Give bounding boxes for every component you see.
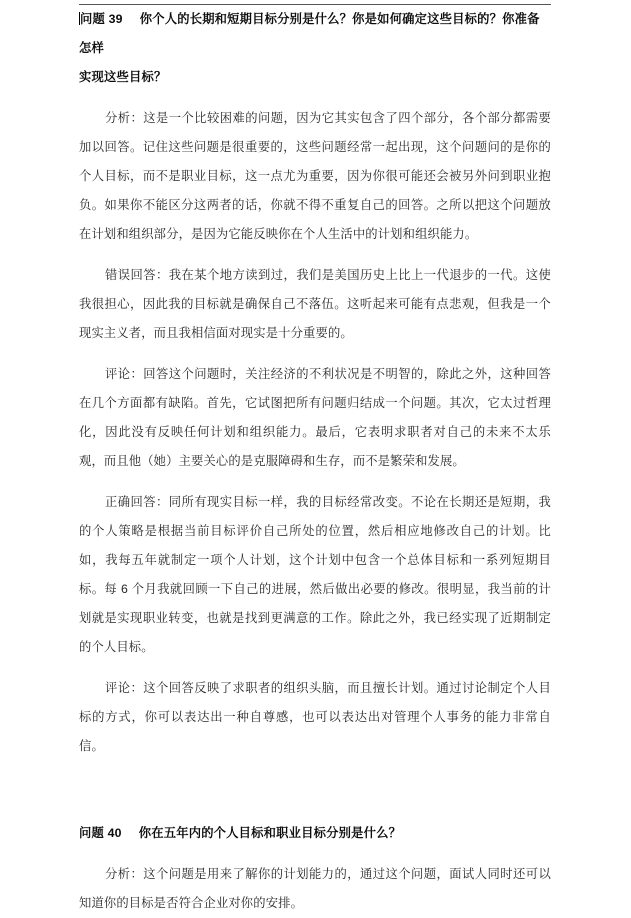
question-39-heading-line1: [79, 5, 551, 63]
page-content: [79, 0, 551, 918]
q39-comment-wrong-paragraph: 评论：回答这个问题时，关注经济的不利状况是不明智的，除此之外，这种回答在几个方面都有缺陷。首先，它试图把所有问题归结成一个问题。其次，它太过哲理化，因此没有反映任何计划和组织能力。最后，它表明求职者对自己的未来不太乐观，而且他（她）主要关心的是克服障碍和生存，而不是繁荣和发展。: [79, 367, 551, 468]
spacer: [79, 848, 551, 860]
spacer: [79, 92, 551, 104]
section-spacer: [79, 761, 551, 819]
spacer: [79, 662, 551, 674]
question-39-title-line1: 你个人的长期和短期目标分别是什么？你是如何确定这些目标的？你准备怎样: [79, 12, 540, 55]
question-40-title-line1: 你在五年内的个人目标和职业目标分别是什么？: [138, 826, 402, 840]
q39-comment-correct-paragraph: 评论：这个回答反映了求职者的组织头脑，而且擅长计划。通过讨论制定个人目标的方式，你可以表达出一种自尊感，也可以表达出对管理个人事务的能力非常自信。: [79, 681, 551, 753]
q40-analysis-paragraph: 分析：这个问题是用来了解你的计划能力的，通过这个问题，面试人同时还可以知道你的目标是否符合企业对你的安排。: [79, 867, 551, 910]
question-40-number: 问题 40: [79, 826, 122, 840]
q39-wrong-answer-paragraph: 错误回答：我在某个地方读到过，我们是美国历史上比上一代退步的一代。这使我很担心，因此我的目标就是确保自己不落伍。这听起来可能有点悲观，但我是一个现实主义者，而且我相信面对现实是十分重要的。: [79, 268, 551, 340]
question-39-heading-line2: 实现这些目标？: [79, 70, 167, 84]
question-40-heading-line1: [79, 819, 551, 848]
spacer: [79, 476, 551, 488]
spacer: [79, 348, 551, 360]
spacer: [79, 249, 551, 261]
question-39-number: 问题 39: [80, 12, 123, 26]
q39-analysis-paragraph: 分析：这是一个比较困难的问题，因为它其实包含了四个部分，各个部分都需要加以回答。记住这些问题是很重要的，这些问题经常一起出现，这个问题问的是你的个人目标，而不是职业目标，这一点尤为重要，因为你很可能还会被另外问到职业抱负。如果你不能区分这两者的话，你就不得不重复自己的回答。之所以把这个问题放在计划和组织部分，是因为它能反映你在个人生活中的计划和组织能力。: [79, 111, 551, 241]
q39-correct-answer-paragraph: 正确回答：同所有现实目标一样，我的目标经常改变。不论在长期还是短期，我的个人策略是根据当前目标评价自己所处的位置，然后相应地修改自己的计划。比如，我每五年就制定一项个人计划，这个计划中包含一个总体目标和一系列短期目标。每 6 个月我就回顾一下自己的进展，然后做出必要的修改。很明显，我当前的计划就是实现职业转变，也就是找到更满意的工作。除此之外，我已经实现了近期制定的个人目标。: [79, 495, 551, 654]
